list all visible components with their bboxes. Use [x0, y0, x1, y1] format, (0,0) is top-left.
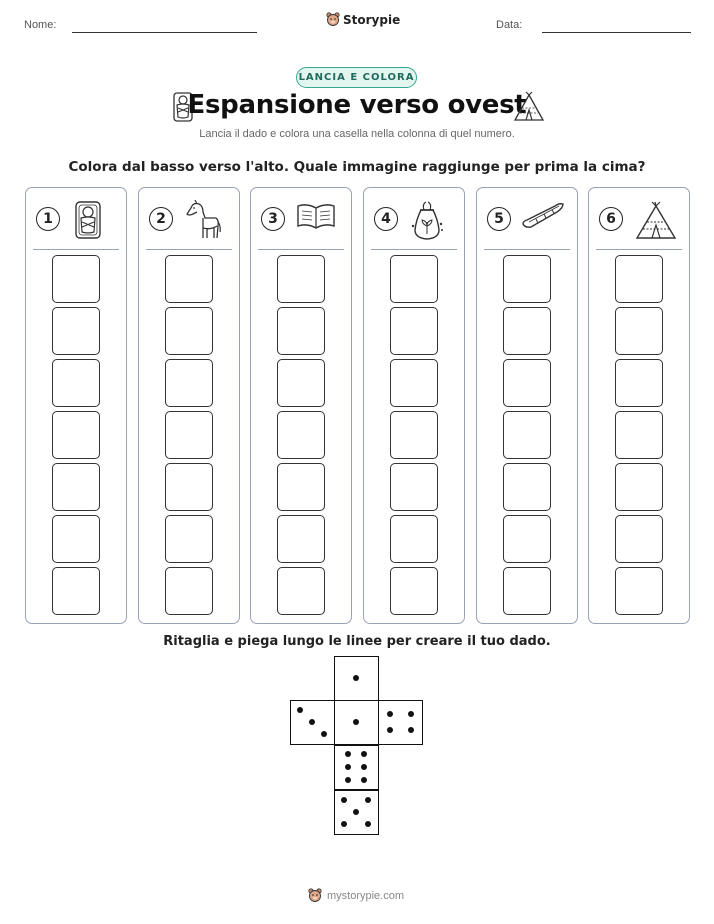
color-box[interactable]	[615, 359, 663, 407]
brand-logo	[326, 12, 400, 28]
name-line[interactable]	[72, 32, 257, 33]
color-box[interactable]	[503, 255, 551, 303]
dice-column-2	[138, 187, 240, 624]
color-box[interactable]	[165, 463, 213, 511]
die-face-1	[334, 700, 379, 745]
brand-name: Storypie	[343, 13, 401, 27]
color-box[interactable]	[390, 463, 438, 511]
die-pip	[345, 764, 351, 770]
color-box[interactable]	[165, 411, 213, 459]
color-box[interactable]	[615, 567, 663, 615]
column-number: 4	[374, 207, 398, 231]
dice-column-3	[250, 187, 352, 624]
die-pip	[361, 751, 367, 757]
color-box[interactable]	[390, 411, 438, 459]
column-header	[589, 200, 689, 242]
color-box[interactable]	[615, 463, 663, 511]
activity-badge: LANCIA E COLORA	[296, 67, 417, 88]
canoe-icon	[521, 200, 565, 234]
color-box[interactable]	[165, 359, 213, 407]
color-box[interactable]	[52, 307, 100, 355]
dice-column-6	[588, 187, 690, 624]
column-header	[477, 200, 577, 242]
color-box[interactable]	[615, 307, 663, 355]
column-header	[364, 200, 464, 242]
swaddled-baby-icon	[70, 200, 106, 244]
bear-icon	[308, 888, 322, 904]
die-pip	[297, 707, 303, 713]
color-box[interactable]	[390, 359, 438, 407]
die-pip	[408, 727, 414, 733]
column-number: 1	[36, 207, 60, 231]
color-box[interactable]	[277, 515, 325, 563]
color-box[interactable]	[277, 567, 325, 615]
color-box[interactable]	[277, 307, 325, 355]
dice-column-1	[25, 187, 127, 624]
die-pip	[361, 764, 367, 770]
color-box[interactable]	[277, 463, 325, 511]
column-header	[26, 200, 126, 242]
color-box[interactable]	[503, 307, 551, 355]
die-pip	[345, 777, 351, 783]
column-divider	[484, 249, 570, 250]
die-pip	[321, 731, 327, 737]
column-divider	[258, 249, 344, 250]
color-box[interactable]	[52, 255, 100, 303]
column-header	[251, 200, 351, 242]
column-divider	[146, 249, 232, 250]
color-box[interactable]	[390, 515, 438, 563]
color-box[interactable]	[503, 515, 551, 563]
color-box[interactable]	[52, 515, 100, 563]
footer	[308, 888, 404, 904]
color-box[interactable]	[503, 359, 551, 407]
footer-url[interactable]: mystorypie.com	[327, 890, 405, 902]
die-face-3	[290, 700, 335, 745]
color-box[interactable]	[277, 359, 325, 407]
page-subtitle: Lancia il dado e colora una casella nella colonna di quel numero.	[199, 128, 515, 140]
color-box[interactable]	[52, 411, 100, 459]
die-face-1	[334, 656, 379, 701]
color-box[interactable]	[615, 255, 663, 303]
date-line[interactable]	[542, 32, 691, 33]
color-box[interactable]	[503, 567, 551, 615]
color-box[interactable]	[165, 515, 213, 563]
color-box[interactable]	[277, 411, 325, 459]
color-box[interactable]	[52, 567, 100, 615]
column-divider	[596, 249, 682, 250]
column-divider	[33, 249, 119, 250]
color-box[interactable]	[165, 255, 213, 303]
die-pip	[353, 719, 359, 725]
color-box[interactable]	[165, 567, 213, 615]
color-box[interactable]	[615, 411, 663, 459]
die-pip	[365, 821, 371, 827]
column-number: 3	[261, 207, 285, 231]
die-pip	[309, 719, 315, 725]
teepee-icon	[633, 200, 679, 246]
name-label: Nome:	[24, 19, 57, 31]
color-box[interactable]	[390, 255, 438, 303]
dice-column-4	[363, 187, 465, 624]
horse-icon	[183, 200, 223, 246]
die-pip	[345, 751, 351, 757]
date-label: Data:	[496, 19, 523, 31]
color-box[interactable]	[390, 307, 438, 355]
bear-icon	[326, 12, 340, 28]
die-face-6	[334, 745, 379, 790]
column-number: 2	[149, 207, 173, 231]
open-book-icon	[295, 200, 337, 236]
page-title: Espansione verso ovest	[187, 90, 527, 120]
die-pip	[361, 777, 367, 783]
game-instruction: Colora dal basso verso l'alto. Quale immagine raggiunge per prima la cima?	[68, 159, 646, 175]
color-box[interactable]	[503, 411, 551, 459]
color-box[interactable]	[615, 515, 663, 563]
color-box[interactable]	[277, 255, 325, 303]
column-number: 6	[599, 207, 623, 231]
column-divider	[371, 249, 457, 250]
color-box[interactable]	[165, 307, 213, 355]
die-pip	[341, 797, 347, 803]
color-box[interactable]	[390, 567, 438, 615]
color-box[interactable]	[503, 463, 551, 511]
column-header	[139, 200, 239, 242]
die-face-4	[378, 700, 423, 745]
die-pip	[387, 727, 393, 733]
column-number: 5	[487, 207, 511, 231]
die-pip	[365, 797, 371, 803]
die-pip	[353, 809, 359, 815]
seed-sack-icon	[408, 200, 446, 246]
color-box[interactable]	[52, 359, 100, 407]
die-pip	[387, 711, 393, 717]
die-pip	[353, 675, 359, 681]
dice-column-5	[476, 187, 578, 624]
cut-instruction: Ritaglia e piega lungo le linee per creare il tuo dado.	[163, 634, 551, 649]
die-pip	[341, 821, 347, 827]
die-face-5	[334, 790, 379, 835]
color-box[interactable]	[52, 463, 100, 511]
die-pip	[408, 711, 414, 717]
teepee-icon	[512, 91, 546, 123]
